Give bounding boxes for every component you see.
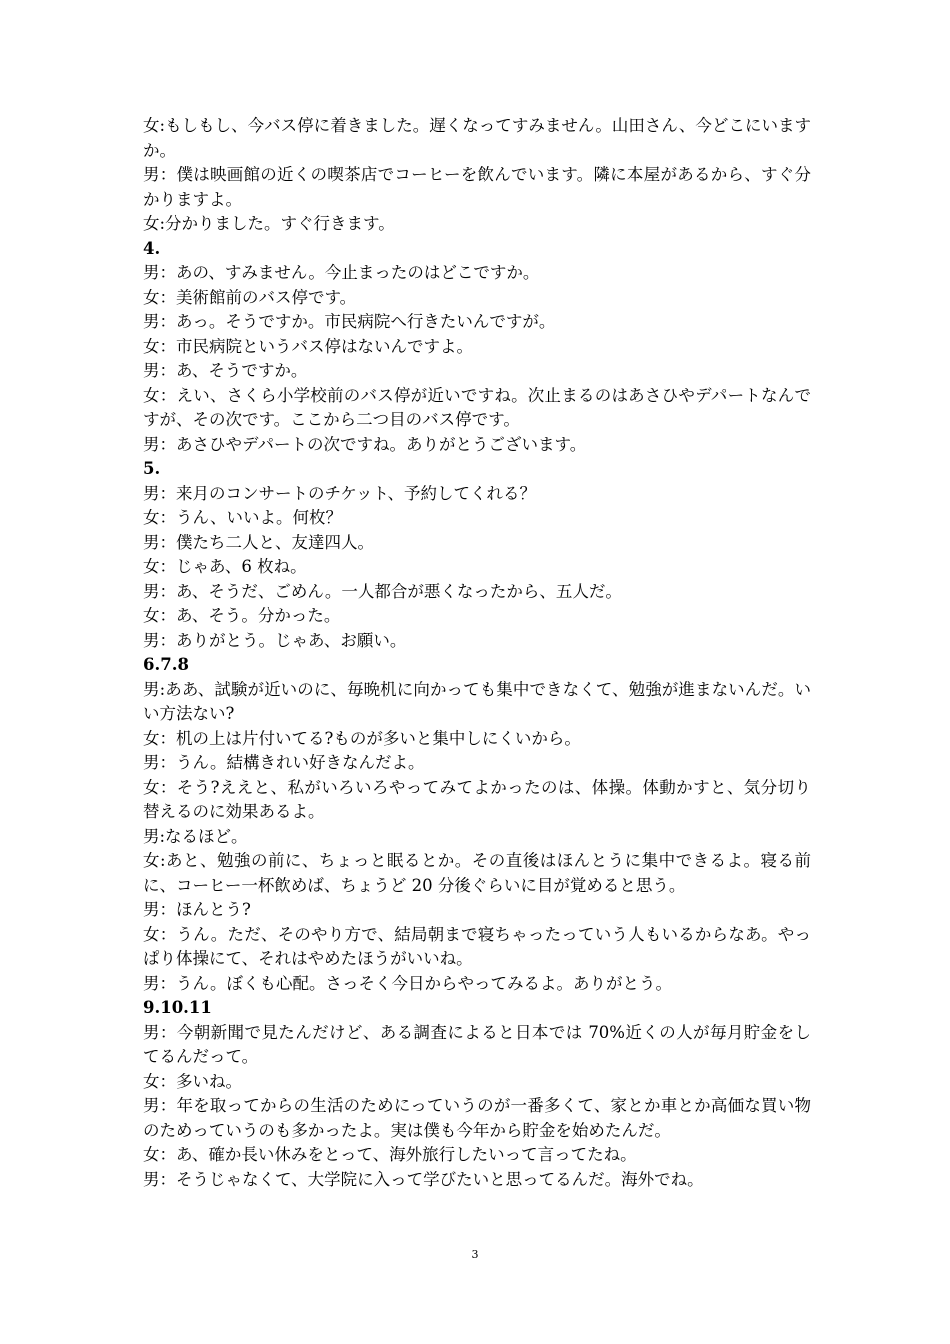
dialogue-line: 男：あ、そうだ、ごめん。一人都合が悪くなったから、五人だ。 xyxy=(143,581,622,601)
dialogue-line: 男：あの、すみません。今止まったのはどこですか。 xyxy=(143,263,540,282)
section-heading: 9.10.11 xyxy=(143,998,212,1017)
dialogue-line: 男：僕たち二人と、友達四人。 xyxy=(143,532,374,552)
dialogue-line: 女：あ、確か長い休みをとって、海外旅行したいって言ってたね。 xyxy=(143,1145,637,1164)
dialogue-line: 男：ほんとう? xyxy=(143,900,251,919)
dialogue-line: 女:あと、勉強の前に、ちょっと眠るとか。その直後はほんとうに集中できるよ。寝る前に、コーヒー一杯飲めば、ちょうど 20 分後ぐらいに目が覚めると思う。 xyxy=(143,851,811,895)
dialogue-line: 男：うん。結構きれい好きなんだよ。 xyxy=(143,753,425,772)
dialogue-line: 女：うん、いいよ。何枚？ xyxy=(143,508,342,527)
dialogue-line: 女：市民病院というバス停はないんですよ。 xyxy=(143,336,473,356)
dialogue-line: 女：美術館前のバス停です。 xyxy=(143,287,357,307)
dialogue-line: 女：じゃあ、6 枚ね。 xyxy=(143,557,307,576)
dialogue-line: 男：僕は映画館の近くの喫茶店でコーヒーを飲んでいます。隣に本屋があるから、すぐ分かりますよ。 xyxy=(143,165,811,209)
dialogue-line: 女：えい、さくら小学校前のバス停が近いですね。次止まるのはあさひやデパートなんですが、その次です。ここから二つ目のバス停です。 xyxy=(143,385,811,429)
dialogue-line: 女：多いね。 xyxy=(143,1071,242,1091)
dialogue-line: 男：あ、そうですか。 xyxy=(143,361,308,380)
dialogue-line: 男：あっ。そうですか。市民病院へ行きたいんですが。 xyxy=(143,312,556,331)
dialogue-line: 男：ありがとう。じゃあ、お願い。 xyxy=(143,630,407,650)
dialogue-line: 女：机の上は片付いてる?ものが多いと集中しにくいから。 xyxy=(143,728,581,748)
transcript-body xyxy=(143,114,811,1192)
page-number: 3 xyxy=(471,1248,479,1261)
section-heading: 5. xyxy=(143,459,161,478)
dialogue-line: 女：うん。ただ、そのやり方で、結局朝まで寝ちゃったっていう人もいるからなあ。やっぱり体操にて、それはやめたほうがいいね。 xyxy=(143,924,811,968)
dialogue-line: 女:分かりました。すぐ行きます。 xyxy=(143,214,395,233)
dialogue-line: 男：うん。ぼくも心配。さっそく今日からやってみるよ。ありがとう。 xyxy=(143,973,672,993)
dialogue-line: 女：そう?ええと、私がいろいろやってみてよかったのは、体操。体動かすと、気分切り替えるのに効果あるよ。 xyxy=(143,777,811,821)
dialogue-line: 女:もしもし、今バス停に着きました。遅くなってすみません。山田さん、今どこにいますか。 xyxy=(143,116,811,160)
dialogue-line: 男：来月のコンサートのチケット、予約してくれる？ xyxy=(143,483,537,503)
section-heading: 4. xyxy=(143,238,161,258)
dialogue-line: 男：そうじゃなくて、大学院に入って学びたいと思ってるんだ。海外でね。 xyxy=(143,1169,704,1189)
dialogue-line: 男:ああ、試験が近いのに、毎晩机に向かっても集中できなくて、勉強が進まないんだ。いい方法ない? xyxy=(143,679,811,723)
dialogue-line: 男：あさひやデパートの次ですね。ありがとうございます。 xyxy=(143,434,587,454)
dialogue-line: 男：今朝新聞で見たんだけど、ある調査によると日本では 70%近くの人が毎月貯金をしてるんだって。 xyxy=(143,1022,811,1066)
dialogue-line: 男：年を取ってからの生活のためにっていうのが一番多くて、家とか車とか高価な買い物のためっていうのも多かったよ。実は僕も今年から貯金を始めたんだ。 xyxy=(143,1096,811,1140)
dialogue-line: 女：あ、そう。分かった。 xyxy=(143,606,341,625)
section-heading: 6.7.8 xyxy=(143,655,189,674)
dialogue-line: 男:なるほど。 xyxy=(143,826,248,846)
